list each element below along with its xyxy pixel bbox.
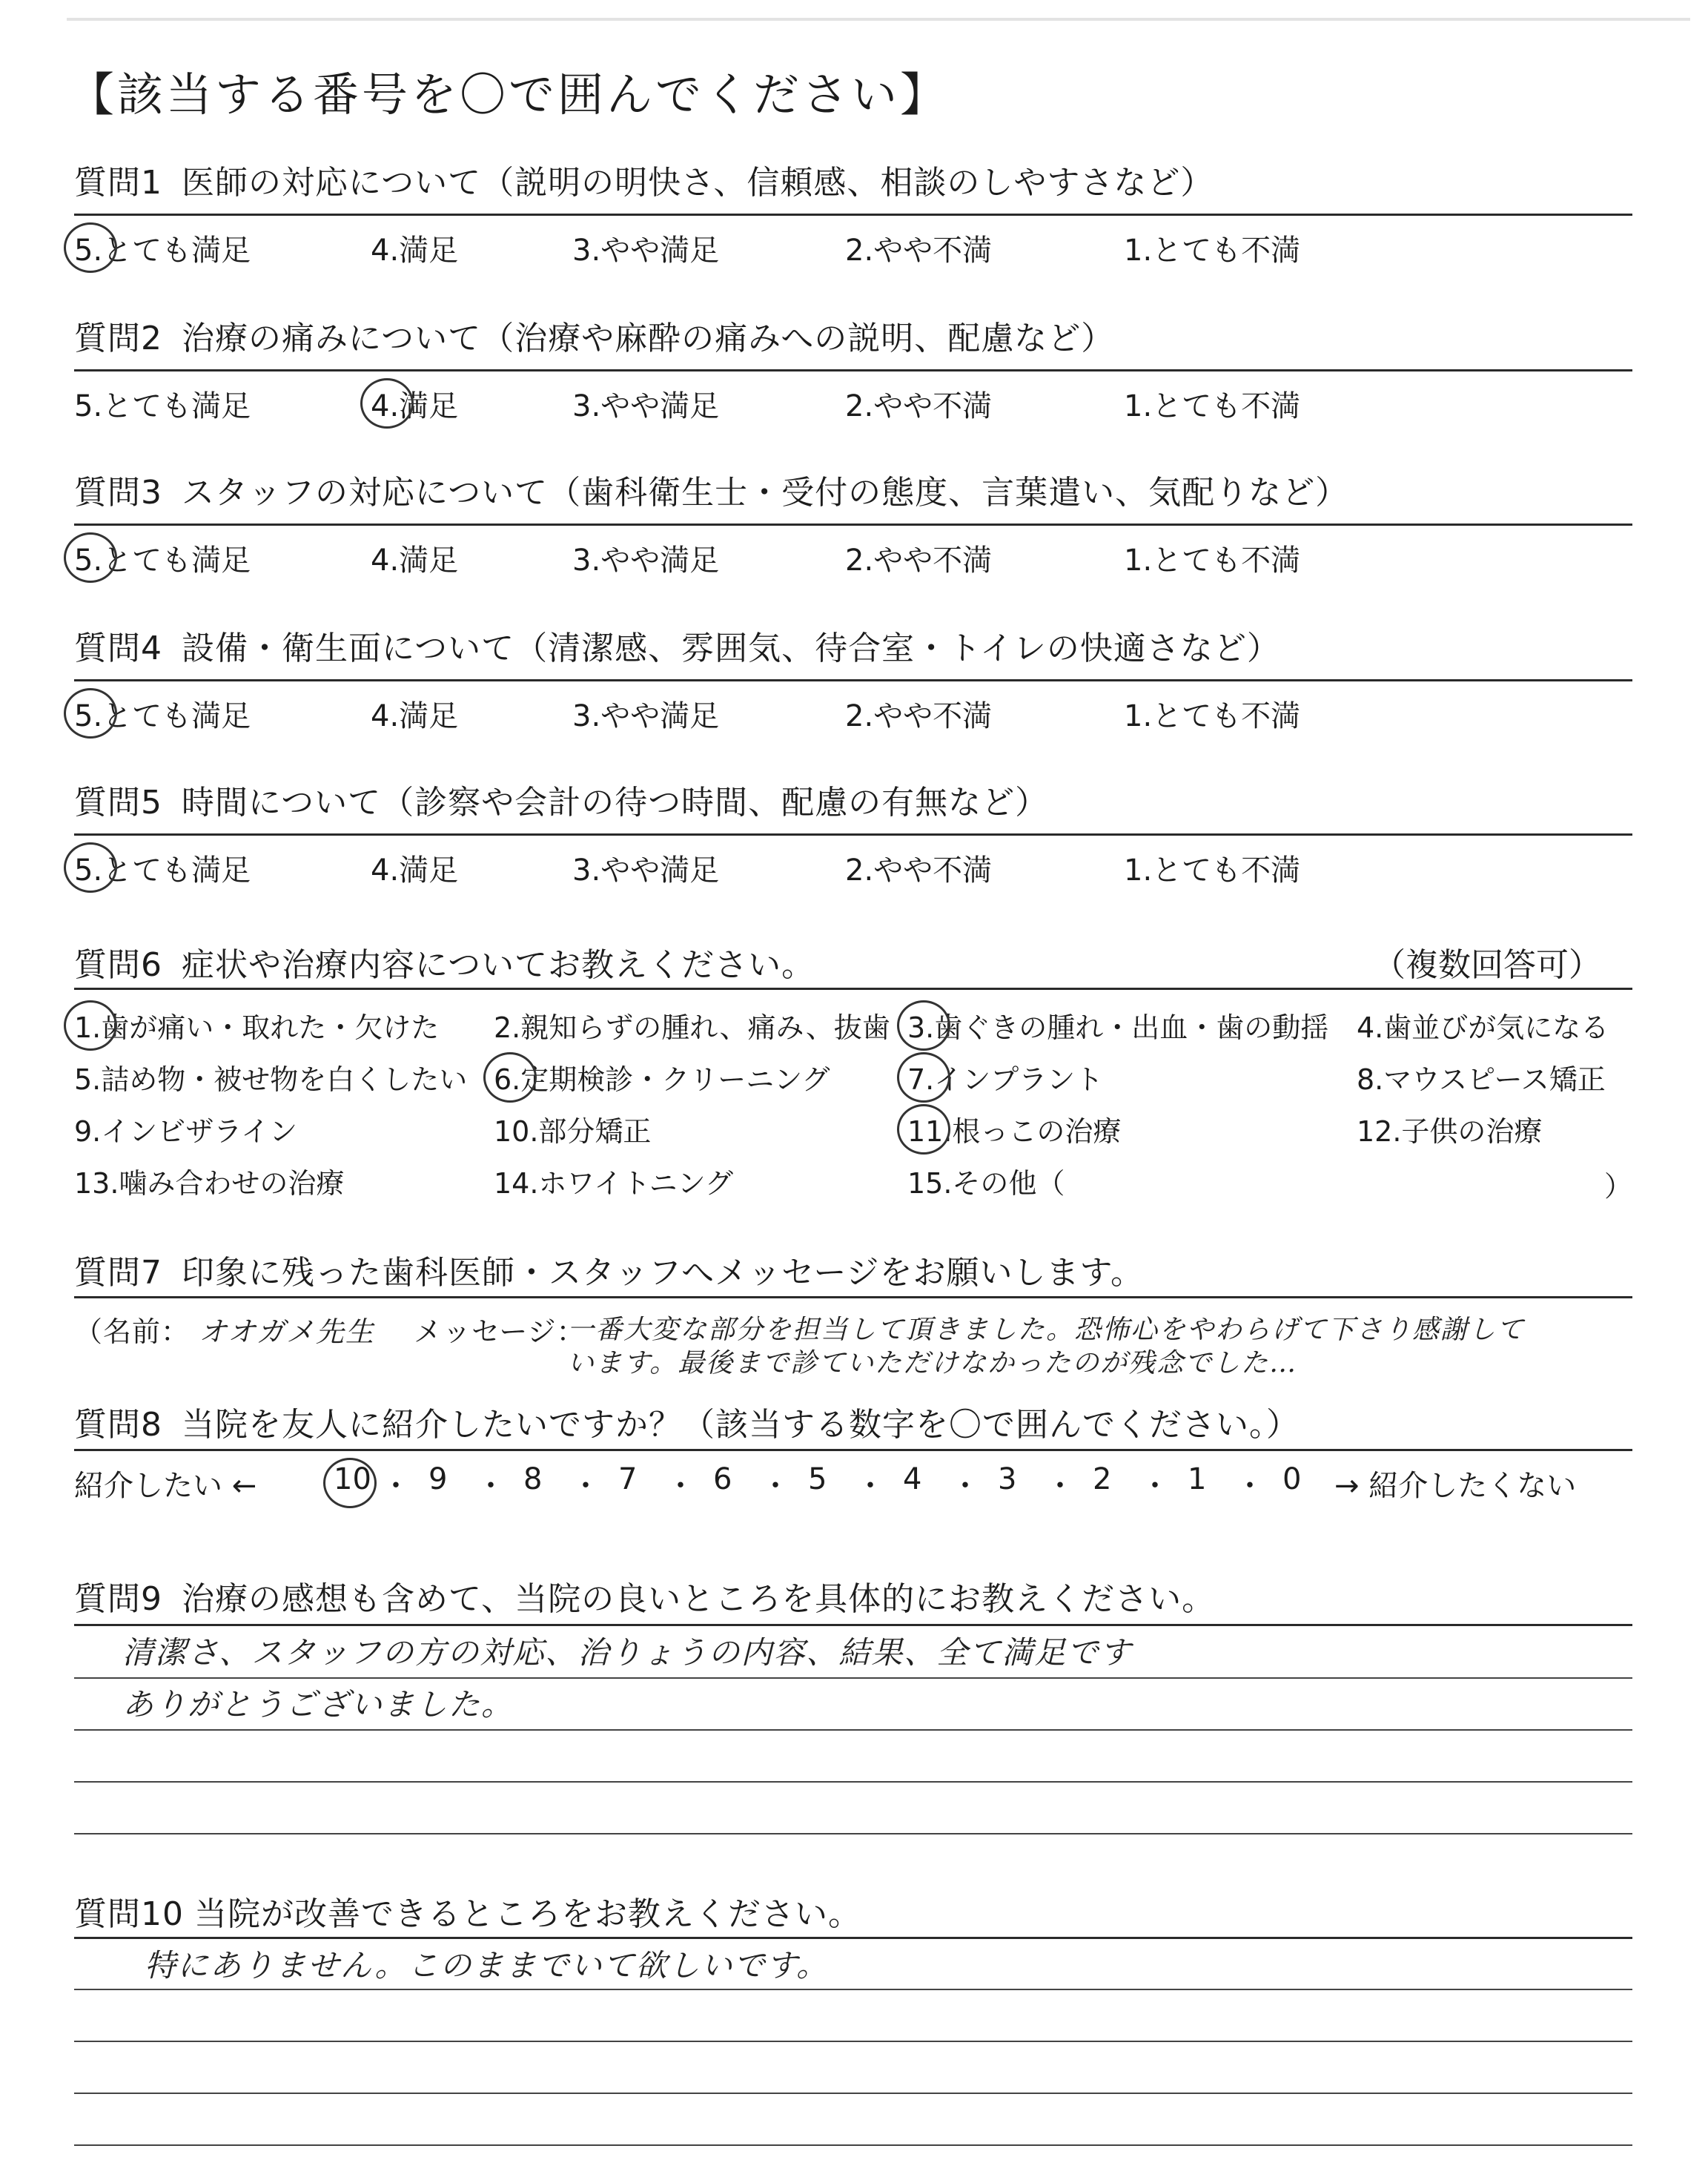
q8-rule xyxy=(74,1449,1632,1451)
q7-message-line1: 一番大変な部分を担当して頂きました。恐怖心をやわらげて下さり感謝して xyxy=(567,1315,1526,1345)
q3-option-2[interactable]: 2.やや不満 xyxy=(845,544,993,578)
q4-option-5[interactable]: 5.とても満足 xyxy=(74,693,251,735)
q6-option-7[interactable]: 7.インプラント xyxy=(907,1057,1103,1097)
top-border xyxy=(67,18,1690,21)
q4-rule xyxy=(74,679,1632,681)
q10-number: 質問10 xyxy=(74,1895,184,1933)
q2-option-3[interactable]: 3.やや満足 xyxy=(572,389,720,423)
q8-scale-10[interactable]: 10 xyxy=(334,1462,371,1496)
q10-title xyxy=(74,1887,861,1935)
q6-rule xyxy=(74,988,1632,990)
q5-option-3[interactable]: 3.やや満足 xyxy=(572,853,720,888)
q8-scale-6[interactable]: 6 xyxy=(713,1462,732,1496)
q6-note: （複数回答可） xyxy=(1373,946,1601,984)
q7-name-label: （名前： xyxy=(74,1315,191,1348)
q1-option-2[interactable]: 2.やや不満 xyxy=(845,234,993,268)
q9-line-4 xyxy=(74,1833,1632,1834)
q7-text: 印象に残った歯科医師・スタッフへメッセージをお願いします。 xyxy=(182,1254,1144,1292)
q7-message-line2: います。最後まで診ていただけなかったのが残念でした… xyxy=(567,1348,1298,1378)
q6-option-15[interactable]: 15.その他（ xyxy=(907,1167,1065,1200)
q8-scale-5[interactable]: 5 xyxy=(808,1462,827,1496)
q3-option-1[interactable]: 1.とても不満 xyxy=(1124,544,1301,578)
q6-option-11[interactable]: 11.根っこの治療 xyxy=(907,1109,1121,1149)
q2-option-5[interactable]: 5.とても満足 xyxy=(74,389,251,423)
q3-option-5[interactable]: 5.とても満足 xyxy=(74,537,251,579)
q8-scale-7[interactable]: 7 xyxy=(618,1462,638,1496)
q4-option-2[interactable]: 2.やや不満 xyxy=(845,699,993,733)
q8-scale-dot: ・ xyxy=(381,1469,411,1503)
q6-option-3[interactable]: 3.歯ぐきの腫れ・出血・歯の動揺 xyxy=(907,1005,1328,1046)
q8-left-label: 紹介したい ← xyxy=(74,1469,257,1503)
q8-title xyxy=(74,1398,1300,1445)
q4-option-4[interactable]: 4.満足 xyxy=(371,699,459,733)
q6-option-13[interactable]: 13.噛み合わせの治療 xyxy=(74,1167,345,1200)
q3-option-3[interactable]: 3.やや満足 xyxy=(572,544,720,578)
q9-answer-line1: 清潔さ、スタッフの方の対応、治りょうの内容、結果、全て満足です xyxy=(122,1634,1133,1671)
q10-line-4 xyxy=(74,2144,1632,2146)
q2-text: 治療の痛みについて（治療や麻酔の痛みへの説明、配慮など） xyxy=(182,320,1115,357)
q1-option-4[interactable]: 4.満足 xyxy=(371,234,459,268)
q6-text: 症状や治療内容についてお教えください。 xyxy=(182,946,815,984)
q10-line-1 xyxy=(74,1989,1632,1990)
q7-name-value: オオガメ先生 xyxy=(199,1315,375,1348)
q9-line-2 xyxy=(74,1729,1632,1731)
q9-line-3 xyxy=(74,1781,1632,1783)
q1-number: 質問1 xyxy=(74,164,162,202)
q3-rule xyxy=(74,524,1632,526)
q3-number: 質問3 xyxy=(74,474,162,512)
q7-message-label: メッセージ： xyxy=(413,1315,586,1348)
q6-options xyxy=(74,1005,1632,1205)
form-header: 【該当する番号を〇で囲んでください】 xyxy=(68,67,950,122)
q8-text: 当院を友人に紹介したいですか？（該当する数字を〇で囲んでください。） xyxy=(182,1406,1300,1444)
q6-option-6[interactable]: 6.定期検診・クリーニング xyxy=(494,1057,830,1097)
q10-answer-line1: 特にありません。このままでいて欲しいです。 xyxy=(145,1947,830,1984)
q4-option-3[interactable]: 3.やや満足 xyxy=(572,699,720,733)
q8-scale-dot: ・ xyxy=(666,1469,695,1503)
q5-option-4[interactable]: 4.満足 xyxy=(371,853,459,888)
q3-title xyxy=(74,466,1348,513)
q10-line-2 xyxy=(74,2041,1632,2042)
q8-scale-dot: ・ xyxy=(571,1469,600,1503)
q1-rule xyxy=(74,214,1632,216)
q2-option-1[interactable]: 1.とても不満 xyxy=(1124,389,1301,423)
q2-option-2[interactable]: 2.やや不満 xyxy=(845,389,993,423)
q6-other-close: ） xyxy=(1603,1170,1632,1203)
q4-text: 設備・衛生面について（清潔感、雰囲気、待合室・トイレの快適さなど） xyxy=(182,630,1280,667)
q9-line-1 xyxy=(74,1677,1632,1679)
q8-scale-3[interactable]: 3 xyxy=(998,1462,1017,1496)
q1-options xyxy=(74,227,1632,268)
q5-options xyxy=(74,847,1632,888)
q9-rule xyxy=(74,1624,1632,1626)
q5-option-1[interactable]: 1.とても不満 xyxy=(1124,853,1301,888)
q6-option-5[interactable]: 5.詰め物・被せ物を白くしたい xyxy=(74,1063,468,1096)
q2-number: 質問2 xyxy=(74,320,162,357)
q6-option-12[interactable]: 12.子供の治療 xyxy=(1357,1115,1543,1148)
q4-options xyxy=(74,693,1632,734)
q2-option-4[interactable]: 4.満足 xyxy=(371,383,458,425)
q8-scale-dot: ・ xyxy=(761,1469,790,1503)
q4-title xyxy=(74,621,1280,669)
q8-right-label: → 紹介したくない xyxy=(1334,1469,1577,1503)
q7-number: 質問7 xyxy=(74,1254,162,1292)
q8-scale-dot: ・ xyxy=(950,1469,980,1503)
q8-number: 質問8 xyxy=(74,1406,162,1444)
q7-name-row xyxy=(74,1309,586,1350)
q6-option-1[interactable]: 1.歯が痛い・取れた・欠けた xyxy=(74,1005,439,1046)
q5-option-2[interactable]: 2.やや不満 xyxy=(845,853,993,888)
q6-option-9[interactable]: 9.インビザライン xyxy=(74,1115,298,1148)
q8-scale-4[interactable]: 4 xyxy=(903,1462,922,1496)
q4-option-1[interactable]: 1.とても不満 xyxy=(1124,699,1301,733)
q8-scale-1[interactable]: 1 xyxy=(1188,1462,1207,1496)
q6-option-2[interactable]: 2.親知らずの腫れ、痛み、抜歯 xyxy=(494,1011,890,1044)
q5-number: 質問5 xyxy=(74,784,162,822)
q6-option-10[interactable]: 10.部分矯正 xyxy=(494,1115,652,1148)
q9-title xyxy=(74,1572,1215,1619)
q7-title xyxy=(74,1246,1144,1293)
q3-option-4[interactable]: 4.満足 xyxy=(371,544,459,578)
q6-title xyxy=(74,938,815,985)
q6-option-4[interactable]: 4.歯並びが気になる xyxy=(1357,1011,1609,1044)
q2-options xyxy=(74,383,1632,424)
q9-text: 治療の感想も含めて、当院の良いところを具体的にお教えください。 xyxy=(182,1580,1216,1618)
q2-rule xyxy=(74,369,1632,371)
q10-text: 当院が改善できるところをお教えください。 xyxy=(194,1895,861,1933)
q8-scale-dot: ・ xyxy=(1235,1469,1265,1503)
q8-scale-9[interactable]: 9 xyxy=(428,1462,448,1496)
q6-option-14[interactable]: 14.ホワイトニング xyxy=(494,1167,734,1200)
q4-number: 質問4 xyxy=(74,630,162,667)
q6-option-8[interactable]: 8.マウスピース矯正 xyxy=(1357,1063,1606,1096)
q5-text: 時間について（診察や会計の待つ時間、配慮の有無など） xyxy=(182,784,1049,822)
q3-options xyxy=(74,537,1632,578)
q8-scale-8[interactable]: 8 xyxy=(523,1462,543,1496)
q8-scale-2[interactable]: 2 xyxy=(1093,1462,1112,1496)
q8-scale-dot: ・ xyxy=(476,1469,506,1503)
q5-option-5[interactable]: 5.とても満足 xyxy=(74,847,251,889)
q9-answer-line2: ありがとうございました。 xyxy=(122,1686,514,1723)
q6-number: 質問6 xyxy=(74,946,162,984)
q8-scale-dot: ・ xyxy=(1140,1469,1170,1503)
q10-rule xyxy=(74,1937,1632,1939)
q5-title xyxy=(74,776,1048,823)
q5-rule xyxy=(74,833,1632,836)
q8-scale-dot: ・ xyxy=(1045,1469,1075,1503)
q7-rule xyxy=(74,1296,1632,1298)
q1-option-1[interactable]: 1.とても不満 xyxy=(1124,234,1301,268)
q3-text: スタッフの対応について（歯科衛生士・受付の態度、言葉遣い、気配りなど） xyxy=(182,474,1349,512)
q10-line-3 xyxy=(74,2093,1632,2094)
q8-scale-dot: ・ xyxy=(855,1469,885,1503)
q1-option-3[interactable]: 3.やや満足 xyxy=(572,234,720,268)
q1-option-5[interactable]: 5.とても満足 xyxy=(74,227,251,269)
q1-title xyxy=(74,156,1214,203)
q1-text: 医師の対応について（説明の明快さ、信頼感、相談のしやすさなど） xyxy=(182,164,1214,202)
q8-scale-0[interactable]: 0 xyxy=(1282,1462,1302,1496)
q9-number: 質問9 xyxy=(74,1580,162,1618)
q2-title xyxy=(74,311,1114,359)
